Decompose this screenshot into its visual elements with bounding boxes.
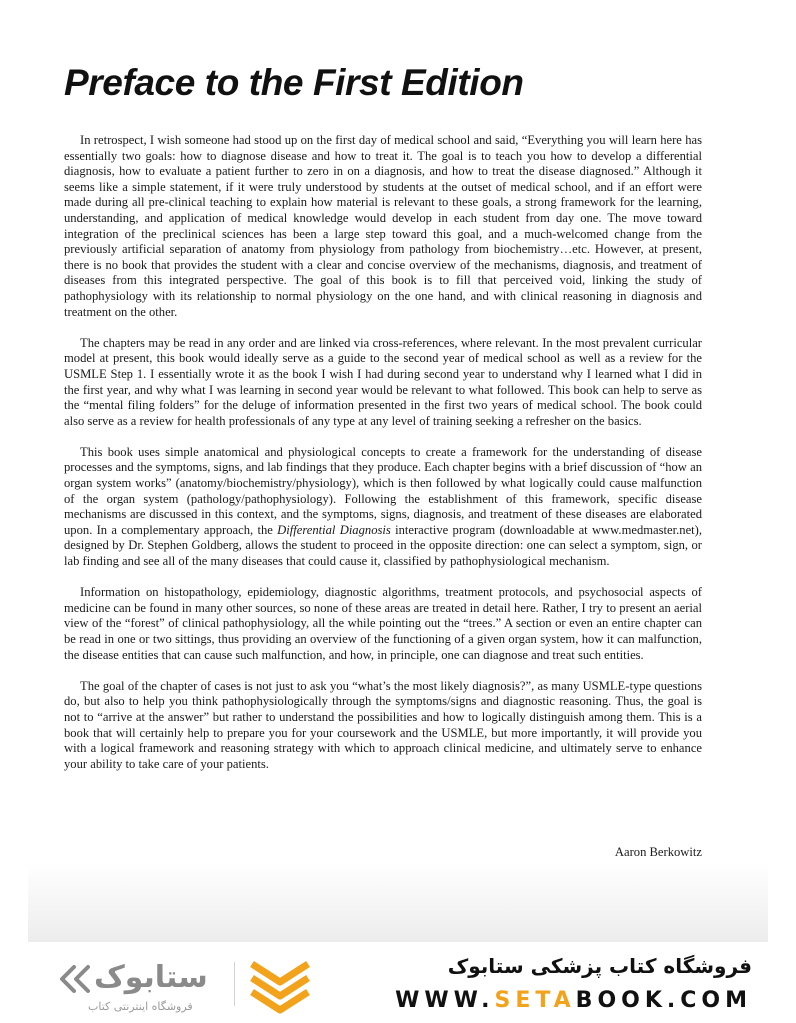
paragraph-4: Information on histopathology, epidemiology, diagnostic algorithms, treatment protocols, and psychosocial aspects of medicine can be found in many other sources, so none of these areas are treated in detail here. Rather, I try to present an aerial view of the “forest” of clinical pathophysiology, all the while pointing out the “trees.” A section or even an entire chapter can be read in one or two sittings, thus providing an overview of the functioning of a given organ system, how it can malfunction, the disease entities that can cause such malfunction, and how, in principle, one can diagnose and treat such entities. — [64, 585, 702, 662]
store-url — [395, 988, 752, 1013]
logo-wordmark: ستابوک — [94, 960, 208, 995]
watermark-footer — [0, 942, 796, 1023]
program-title: Differential Diagnosis — [277, 522, 391, 537]
url-suffix: BOOK.COM — [575, 988, 752, 1013]
paragraph-3-text-start: This book uses simple anatomical and physiological concepts to create a framework for the understanding of disease processes and the symptoms, signs, and lab findings that they produce. Each chapter begins with a brief discussion of “how an organ system works” (anatomy/biochemistry/physiology), which is then followed by what logically could cause malfunction of the organ system (pathology/pathophysiology). Following the establishment of this framework, specific disease mechanisms are discussed in this context, and the symptoms, signs, diagnosis, and treatment of these diseases are elaborated upon. In a complementary approach, the — [64, 444, 702, 537]
double-chevron-left-icon — [58, 964, 92, 994]
preface-body — [64, 133, 702, 788]
paragraph-1: In retrospect, I wish someone had stood up on the first day of medical school and said, “Everything you will learn here has essentially two goals: how to diagnose disease and how to treat it. The goal is to teach you how to develop a differential diagnosis, how to evaluate a patient further to zero in on a diagnosis, and how to treat the disease diagnosed.” Although it seems like a simple statement, if it were truly understood by students at the outset of medical school, and if an effort were made during all pre-clinical teaching to explain how material is relevant to these goals, a strong framework for the learning, understanding, and application of medical knowledge would develop in each student from day one. The move toward integration of the preclinical sciences has been a large step toward this goal, and a much-welcomed change from the previously artificial separation of anatomy from physiology from pathology from biochemistry…etc. However, at present, there is no book that provides the student with a clear and concise overview of the mechanisms, diagnosis, and treatment of diseases from this integrated perspective. The goal of this book is to fill that perceived void, linking the study of pathophysiology with its relationship to normal physiology on the one hand, and with clinical reasoning in diagnosis and treatment on the other. — [64, 133, 702, 319]
paragraph-3 — [64, 445, 702, 570]
paragraph-5: The goal of the chapter of cases is not just to ask you “what’s the most likely diagnosis?”, as many USMLE-type questions do, but also to help you think pathophysiologically through the symptoms/signs and diagnostic reasoning. Thus, the goal is not to “arrive at the answer” but rather to understand the possibilities and how to logically distinguish among them. This is a book that will certainly help to prepare you for your coursework and the USMLE, but more importantly, it will provide you with a logical framework and reasoning strategy with which to approach clinical medicine, and ultimately serve to enhance your ability to take care of your patients. — [64, 678, 702, 771]
page-bottom-shadow — [28, 862, 768, 942]
store-name: فروشگاه کتاب پزشکی ستابوک — [447, 954, 752, 978]
setabook-logo — [58, 956, 318, 1016]
url-prefix: WWW. — [395, 988, 495, 1013]
paragraph-3-text-end: interactive program (downloadable at www.medmaster.net), designed by Dr. Stephen Goldberg, allows the student to proceed in the opposite direction: one can select a symptom, sign, or lab finding and see all of the many diseases that could cause it, classified by pathophysiological mechanism. — [64, 522, 703, 569]
paragraph-2: The chapters may be read in any order and are linked via cross-references, where relevant. In the most prevalent curricular model at present, this book would ideally serve as a guide to the second year of medical school as well as a review for the USMLE Step 1. I essentially wrote it as the book I wish I had during second year to understand why I learned what I did in the first year, and why what I was learning in second year would be relevant to what followed. This book can help to serve as the “mental filing folders” for the deluge of information presented in the first two years of medical school. The book could also serve as a review for health professionals of any type at any level of training seeking a refresher on the basics. — [64, 335, 702, 428]
url-accent: SETA — [494, 988, 576, 1013]
stacked-chevron-icon — [246, 956, 314, 1014]
page-title: Preface to the First Edition — [64, 62, 524, 103]
author-signature: Aaron Berkowitz — [614, 845, 702, 859]
logo-caption: فروشگاه اینترنتی کتاب — [88, 1000, 193, 1013]
logo-divider — [234, 962, 235, 1006]
